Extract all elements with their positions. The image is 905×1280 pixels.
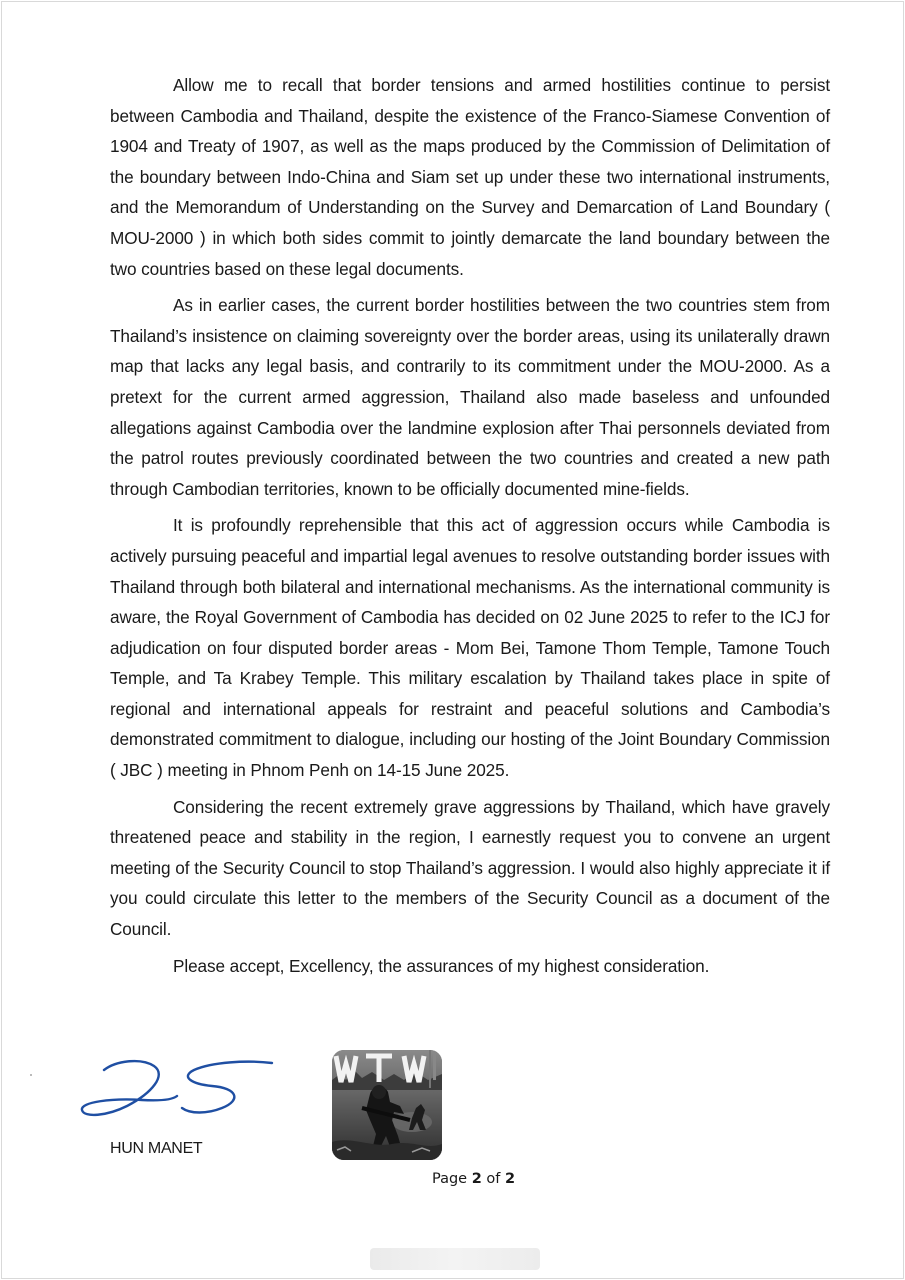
- letter-closing: Please accept, Excellency, the assurances of my highest consideration.: [173, 955, 710, 976]
- letter-paragraph-3: It is profoundly reprehensible that this act of aggression occurs while Cambodia is actively pursuing peaceful and impartial legal avenues to resolve outstanding border issues with Thailand through both bilateral and international mechanisms. As the international community is aware, the Royal Government of Cambodia has decided on 02 June 2025 to refer to the ICJ for adjudication on four disputed border areas - Mom Bei, Tamone Thom Temple, Tamone Touch Temple, and Ta Krabey Temple. This military escalation by Thailand takes place in spite of regional and international appeals for restraint and peaceful solutions and Cambodia’s demonstrated commitment to dialogue, including our hosting of the Joint Boundary Commission ( JBC ) meeting in Phnom Penh on 14-15 June 2025.: [110, 515, 830, 781]
- page-of-label: of: [486, 1171, 501, 1187]
- soldier-emblem-icon: [332, 1050, 442, 1160]
- handwritten-signature: [72, 1048, 282, 1128]
- letter-paragraph-2: As in earlier cases, the current border hostilities between the two countries stem from Thailand’s insistence on claiming sovereignty over the border areas, using its unilaterally drawn map that lacks any legal basis, and contrarily to its commitment under the MOU-2000. As a pretext for the current armed aggression, Thailand also made baseless and unfounded allegations against Cambodia over the landmine explosion after Thai personnels deviated from the patrol routes previously coordinated between the two countries and created a new path through Cambodian territories, known to be officially documented mine-fields.: [110, 295, 830, 499]
- page-current: 2: [471, 1171, 482, 1187]
- watermark-logo: [332, 1050, 442, 1160]
- page-label: Page: [432, 1171, 468, 1187]
- letter-paragraph-4: Considering the recent extremely grave aggressions by Thailand, which have gravely threatened peace and stability in the region, I earnestly request you to convene an urgent meeting of the Security Council to stop Thailand’s aggression. I would also highly appreciate it if you could circulate this letter to the members of the Security Council as a document of the Council.: [110, 796, 830, 940]
- letter-paragraph-1: Allow me to recall that border tensions and armed hostilities continue to persist between Cambodia and Thailand, despite the existence of the Franco-Siamese Convention of 1904 and Treaty of 1907, as well as the maps produced by the Commission of Delimitation of the boundary between Indo-China and Siam set up under these two international instruments, and the Memorandum of Understanding on the Survey and Demarcation of Land Boundary ( MOU-2000 ) in which both sides commit to jointly demarcate the land boundary between the two countries based on these legal documents.: [110, 75, 830, 279]
- blurred-watermark-strip: [370, 1248, 540, 1270]
- page-number: [432, 1171, 515, 1187]
- scan-speck: [30, 1074, 32, 1076]
- letter-body: [110, 70, 830, 987]
- signer-name: HUN MANET: [110, 1140, 203, 1157]
- page-total: 2: [505, 1171, 516, 1187]
